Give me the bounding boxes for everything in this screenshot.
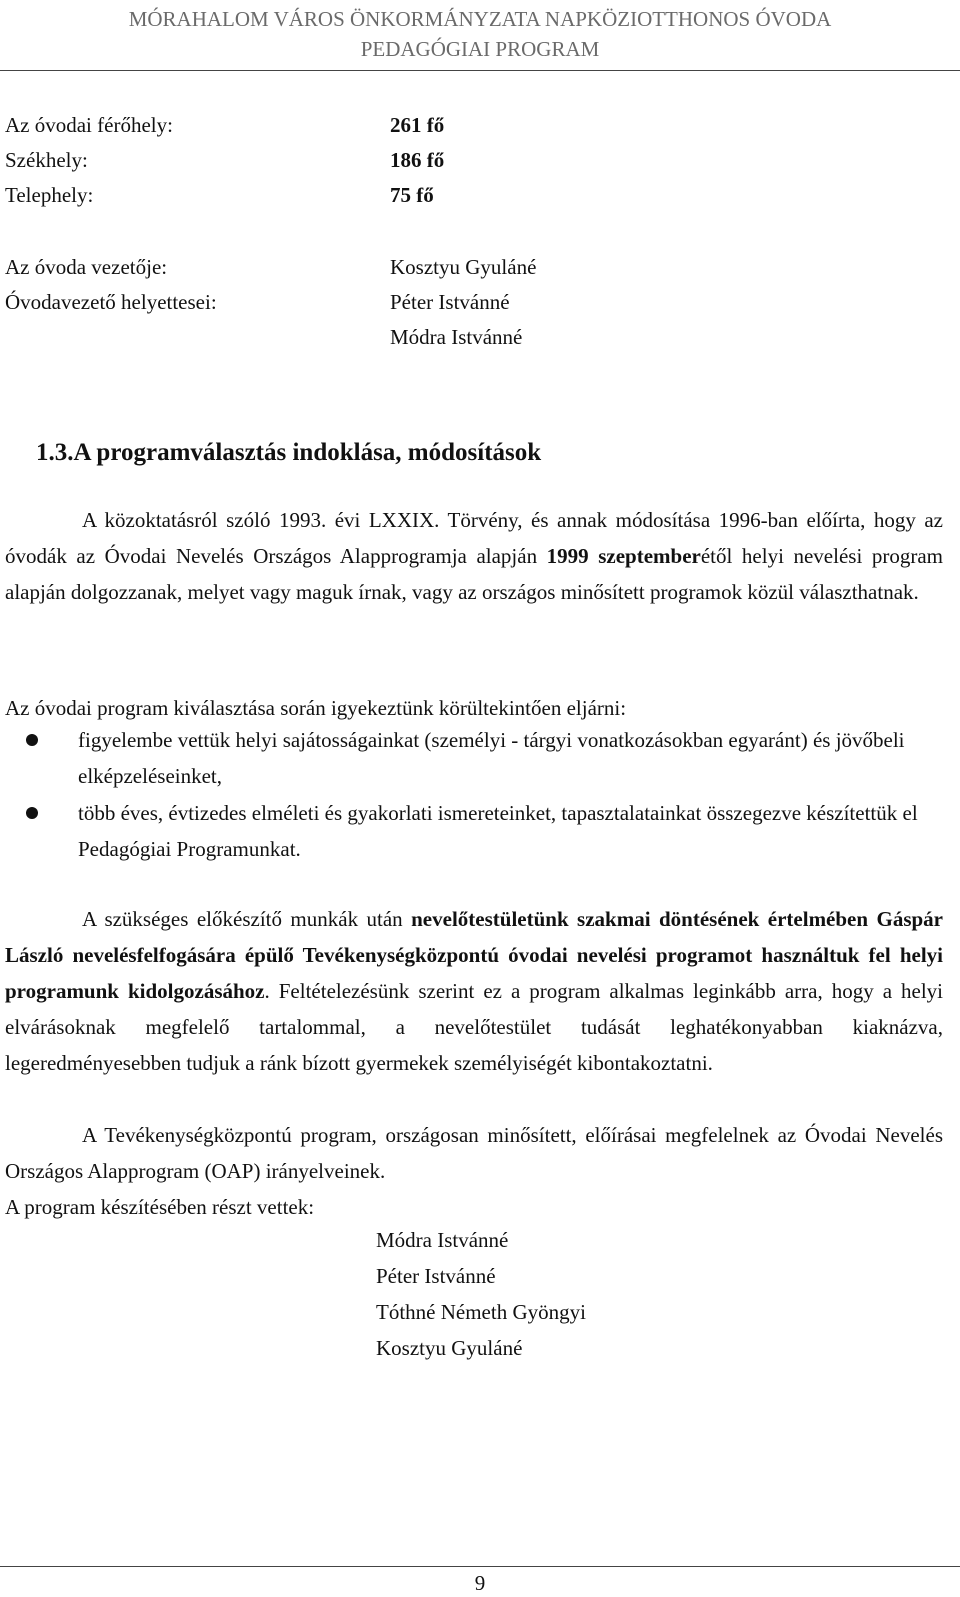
capacity-value: 261 fő bbox=[390, 113, 445, 137]
head-value: Kosztyu Gyuláné bbox=[390, 255, 537, 279]
bullet-dot bbox=[26, 807, 38, 819]
participants-label: A program készítésében részt vettek: bbox=[5, 1195, 315, 1219]
paragraph-law-rest: étől helyi nevelési program alapján dolgozzanak, melyet vagy maguk írnak, vagy az országos minősített programok közül választhatnak. bbox=[5, 544, 943, 604]
participant-name: Kosztyu Gyuláné bbox=[376, 1336, 523, 1360]
paragraph-oap: A Tevékenységközpontú program, országosan minősített, előírásai megfelelnek az Óvodai Nevelés Országos Alapprogram (OAP) irányelveinek. bbox=[5, 1123, 943, 1183]
paragraph-decision-bold: nevelőtestületünk szakmai döntésének értelmében Gáspár László nevelésfelfogására épülő Tevékenységközpontú óvodai nevelési programot használtuk fel helyi programunk kidolgozásához bbox=[5, 907, 944, 1003]
bullet-item: több éves, évtizedes elméleti és gyakorlati ismereteinket, tapasztalatainkat összegezve készítettük el Pedagógiai Programunkat. bbox=[78, 801, 918, 861]
footer-divider bbox=[0, 1566, 960, 1567]
bullet-item: figyelembe vettük helyi sajátosságainkat (személyi - tárgyi vonatkozásokban egyaránt) és jövőbeli elképzeléseinket, bbox=[78, 728, 905, 788]
section-number: 1.3. bbox=[36, 439, 74, 466]
paragraph-decision-rest: . Feltételezésünk szerint ez a program alkalmas leginkább arra, hogy a helyi elvárásoknak megfelelő tartalommal, a nevelőtestület tudását leghatékonyabban kiaknázva, legeredményesebben tudjuk a ránk bízott gyermekek személyiségét kibontakoztatni. bbox=[5, 979, 943, 1075]
head-label: Az óvoda vezetője: bbox=[5, 255, 168, 279]
paragraph-law bbox=[5, 502, 943, 610]
capacity-label: Az óvodai férőhely: bbox=[5, 113, 173, 137]
seat-value: 186 fő bbox=[390, 148, 445, 172]
paragraph-selection: Az óvodai program kiválasztása során igyekeztünk körültekintően eljárni: bbox=[5, 696, 627, 720]
section-heading bbox=[36, 438, 541, 468]
section-title: A programválasztás indoklása, módosítások bbox=[73, 439, 542, 466]
participants-list bbox=[376, 1222, 586, 1366]
page-number: 9 bbox=[474, 1571, 486, 1595]
site-value: 75 fő bbox=[390, 183, 434, 207]
participant-name: Módra Istvánné bbox=[376, 1228, 509, 1252]
deputies-label: Óvodavezető helyettesei: bbox=[5, 290, 217, 314]
participant-name: Tóthné Németh Gyöngyi bbox=[376, 1300, 586, 1324]
seat-label: Székhely: bbox=[5, 148, 88, 172]
deputy-name: Módra Istvánné bbox=[390, 325, 523, 349]
deputy-name: Péter Istvánné bbox=[390, 290, 510, 314]
participant-name: Péter Istvánné bbox=[376, 1264, 496, 1288]
paragraph-law-bold: 1999 szeptember bbox=[546, 544, 701, 568]
paragraph-decision-text: A szükséges előkészítő munkák után bbox=[82, 907, 412, 931]
site-label: Telephely: bbox=[5, 183, 94, 207]
bullet-dot bbox=[26, 734, 38, 746]
header-divider bbox=[0, 70, 960, 71]
paragraph-law-text: A közoktatásról szóló 1993. évi LXXIX. Törvény, és annak módosítása 1996-ban előírta, hogy az óvodák az Óvodai Nevelés Országos Alapprogramja alapján bbox=[5, 508, 943, 568]
paragraph-decision bbox=[5, 901, 943, 1081]
header-institution: MÓRAHALOM VÁROS ÖNKORMÁNYZATA NAPKÖZIOTTHONOS ÓVODA bbox=[128, 7, 832, 31]
page-header bbox=[0, 4, 960, 64]
header-document-title: PEDAGÓGIAI PROGRAM bbox=[360, 37, 600, 61]
